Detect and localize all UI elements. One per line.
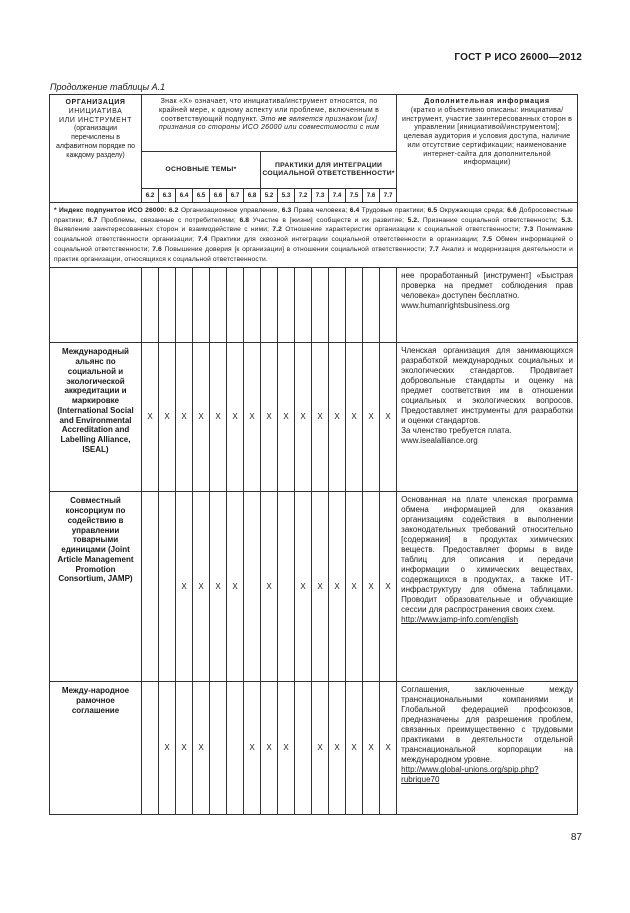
applicability-mark: X — [142, 343, 159, 492]
legend-text: Повышение доверия [к организации] в отношении социальной ответственности; — [164, 245, 427, 253]
additional-info — [397, 268, 578, 343]
legend-code: 7.6 — [152, 245, 162, 253]
legend-text: Признание социальной ответственности; — [422, 216, 558, 224]
legend-code: 6.6 — [507, 207, 517, 214]
applicability-mark — [159, 492, 176, 682]
header-core-themes: ОСНОВНЫЕ ТЕМЫ* — [142, 152, 261, 189]
applicability-mark: X — [278, 343, 295, 492]
document-code: ГОСТ Р ИСО 26000—2012 — [454, 52, 582, 63]
applicability-mark: X — [312, 492, 329, 682]
applicability-mark — [244, 268, 261, 343]
applicability-mark — [295, 268, 312, 343]
header-note-bold: не — [277, 115, 287, 123]
legend-text: Добросовестные практики; — [54, 207, 573, 224]
applicability-mark — [227, 682, 244, 815]
applicability-mark: X — [210, 343, 227, 492]
legend-code: 6.8 — [239, 216, 250, 224]
applicability-mark: X — [261, 492, 278, 682]
organization-name: Международный альянс по социальной и экологической аккредитации и маркировке (International Social and Environmental Accreditation and Labelling Alliance, ISEAL) — [50, 343, 142, 492]
header-add-title: Дополнительная информация — [424, 98, 550, 105]
info-paragraph: За членство требуется плата. — [401, 426, 512, 436]
legend-code: 7.7 — [429, 245, 439, 253]
table-row — [50, 492, 578, 682]
applicability-mark: X — [278, 682, 295, 815]
subclause-number: 7.3 — [312, 189, 329, 203]
legend-code: 7.3 — [523, 226, 534, 234]
legend-text: Выявление заинтересованных сторон и взаимодействие с ними; — [54, 226, 270, 234]
applicability-mark — [142, 268, 159, 343]
website-link[interactable]: http://www.global-unions.org/spip.php?rubrique70 — [401, 765, 539, 785]
applicability-mark: X — [312, 682, 329, 815]
applicability-mark: X — [329, 492, 346, 682]
info-paragraph: Основанная на плате членская программа обмена информацией для оказания организациям содействия в выполнении законодательных требований относительно [содержания] в продуктах химических веществ. Предоставляет формы в виде таблиц для описания и передачи информации о химических веществах, содержащихся в продуктах, а также ИТ-инфраструктуру для обмена таблицами. Проводит образовательные и обучающие сессии для распространения своих схем. — [401, 495, 573, 615]
legend-code: 6.3 — [281, 207, 292, 214]
legend-text: Организационное управление, — [180, 207, 280, 214]
legend-text: Окружающая среда; — [439, 207, 505, 214]
legend-code: 6.2 — [168, 207, 179, 214]
legend-text: Проблемы, связанные с потребителями; — [101, 216, 236, 224]
subclause-number: 7.6 — [363, 189, 380, 203]
applicability-mark — [346, 268, 363, 343]
applicability-mark: X — [380, 343, 397, 492]
subclause-number: 7.7 — [380, 189, 397, 203]
applicability-mark — [261, 268, 278, 343]
applicability-mark: X — [159, 343, 176, 492]
subclause-number: 5.3 — [278, 189, 295, 203]
info-paragraph: Соглашения, заключенные между транснациональными компаниями и Глобальной федерацией профсоюзов, предназначены для разрешения проблем, связанных преимущественно с трудовыми практиками в деятельности отдельной транснациональной корпорации на международном уровне. — [401, 685, 573, 765]
legend-text: Отношение характеристик организации к социальной ответственности; — [285, 226, 521, 234]
applicability-mark: X — [261, 682, 278, 815]
applicability-mark: X — [346, 343, 363, 492]
applicability-mark: X — [244, 682, 261, 815]
header-practices: ПРАКТИКИ ДЛЯ ИНТЕГРАЦИИ СОЦИАЛЬНОЙ ОТВЕТСТВЕННОСТИ* — [261, 152, 397, 189]
applicability-mark — [363, 268, 380, 343]
applicability-mark: X — [193, 492, 210, 682]
legend-code: 7.2 — [272, 226, 282, 234]
legend-text: Права человека; — [293, 207, 348, 214]
legend-code: 6.4 — [349, 207, 360, 214]
subclause-number: 7.2 — [295, 189, 312, 203]
subclause-number: 6.8 — [244, 189, 261, 203]
table-row — [50, 268, 578, 343]
header-org-title-2: ИНИЦИАТИВА — [68, 107, 123, 115]
info-paragraph: нее проработанный [инструмент] «Быстрая проверка на предмет соблюдения прав человека» доступен бесплатно. — [401, 271, 573, 301]
info-paragraph: Членская организация для занимающихся разработкой международных социальных и экологических стандартов. Продвигает добровольные стандарты и оценку на предмет соответствия им в отношении социальных и экологических вопросов. Предоставляет инструменты для разработки и оценки стандартов. — [401, 346, 573, 426]
applicability-mark: X — [193, 682, 210, 815]
applicability-mark: X — [380, 492, 397, 682]
applicability-mark: X — [329, 682, 346, 815]
legend-text: Обмен информацией о социальной ответственности; — [54, 236, 573, 253]
subclause-number: 6.5 — [193, 189, 210, 203]
header-org-title-3: ИЛИ ИНСТРУМЕНТ — [59, 116, 132, 124]
applicability-mark: X — [261, 343, 278, 492]
legend-code: 7.4 — [197, 236, 208, 244]
standards-table — [49, 94, 578, 815]
subclause-number: 5.2 — [261, 189, 278, 203]
applicability-mark: X — [193, 343, 210, 492]
applicability-mark: X — [295, 492, 312, 682]
subclause-number: 6.7 — [227, 189, 244, 203]
header-note-line1: Знак «Х» означает, что инициатива/инструмент относятся, по крайней мере, к одному аспекту или проблеме, включенным в соответствующий подпункт. — [158, 98, 380, 123]
applicability-mark — [142, 682, 159, 815]
legend — [50, 203, 578, 268]
legend-lead: * Индекс подпунктов ИСО 26000: — [54, 207, 167, 214]
applicability-mark: X — [176, 682, 193, 815]
applicability-mark: X — [227, 492, 244, 682]
page-number: 87 — [570, 832, 582, 843]
applicability-mark — [210, 268, 227, 343]
header-note-post: является признаком [их] признания со стороны ИСО 26000 или совместимости с ним — [158, 115, 380, 132]
subclause-number: 6.3 — [159, 189, 176, 203]
legend-code: 5.2. — [407, 216, 420, 224]
header-org-note: (организации перечислены в алфавитном порядке по каждому разделу) — [55, 125, 136, 159]
applicability-mark: X — [363, 682, 380, 815]
additional-info — [397, 343, 578, 492]
legend-code: 6.5 — [427, 207, 438, 214]
applicability-mark: X — [329, 343, 346, 492]
legend-code: 5.3. — [561, 216, 573, 224]
applicability-mark: X — [244, 343, 261, 492]
applicability-mark: X — [159, 682, 176, 815]
applicability-mark: X — [227, 343, 244, 492]
header-org-title: ОРГАНИЗАЦИЯ — [65, 99, 126, 106]
applicability-mark — [193, 268, 210, 343]
header-additional-info — [397, 95, 578, 203]
applicability-mark: X — [312, 343, 329, 492]
legend-code: 6.7 — [87, 216, 98, 224]
legend-text: Участие в [жизни] сообществ и их развитие; — [252, 216, 405, 224]
applicability-mark — [244, 492, 261, 682]
applicability-mark — [329, 268, 346, 343]
subclause-number: 7.5 — [346, 189, 363, 203]
website-link[interactable]: http://www.jamp-info.com/english — [401, 615, 519, 625]
additional-info — [397, 682, 578, 815]
legend-text: Трудовые практики; — [361, 207, 426, 214]
applicability-mark — [278, 268, 295, 343]
applicability-mark: X — [176, 343, 193, 492]
subclause-number: 7.4 — [329, 189, 346, 203]
subclause-number: 6.2 — [142, 189, 159, 203]
info-paragraph: www.isealalliance.org — [401, 436, 478, 446]
table-row — [50, 682, 578, 815]
additional-info — [397, 492, 578, 682]
legend-text: Практики для сквозной интеграции социальной ответственности в организации; — [211, 236, 479, 244]
table-row — [50, 343, 578, 492]
applicability-mark: X — [346, 682, 363, 815]
applicability-mark — [278, 492, 295, 682]
header-x-note — [142, 95, 397, 152]
info-paragraph: www.humanrightsbusiness.org — [401, 301, 510, 311]
subclause-number: 6.6 — [210, 189, 227, 203]
applicability-mark: X — [380, 682, 397, 815]
organization-name: Между-народное рамочное соглашение — [50, 682, 142, 815]
applicability-mark — [227, 268, 244, 343]
applicability-mark: X — [346, 492, 363, 682]
header-add-text: (кратко и объективно описаны: инициатива/инструмент, участие заинтересованных сторон в управлении [инициативой/инструментом]; целевая аудитория и условия доступа, наличие или отсутствие сертификации; наименование интернет-сайта для дополнительной информации) — [402, 106, 573, 167]
table-caption: Продолжение таблицы А.1 — [50, 82, 166, 92]
organization-name: Совместный консорциум по содействию в управлении товарными единицами (Joint Article Management Promotion Consortium, JAMP) — [50, 492, 142, 682]
applicability-mark: X — [363, 492, 380, 682]
applicability-mark — [210, 682, 227, 815]
applicability-mark: X — [363, 343, 380, 492]
subclause-number: 6.4 — [176, 189, 193, 203]
applicability-mark — [380, 268, 397, 343]
applicability-mark — [159, 268, 176, 343]
legend-text: Понимание социальной ответственности организации; — [54, 226, 573, 244]
organization-name — [50, 268, 142, 343]
applicability-mark: X — [210, 492, 227, 682]
applicability-mark — [312, 268, 329, 343]
applicability-mark — [295, 682, 312, 815]
applicability-mark: X — [176, 492, 193, 682]
applicability-mark — [142, 492, 159, 682]
header-note-pre: Это — [260, 115, 276, 123]
applicability-mark — [176, 268, 193, 343]
applicability-mark: X — [295, 343, 312, 492]
header-organization — [50, 95, 142, 203]
legend-text: Анализ и модернизация деятельности и практик организации, относящихся к социальной ответственности. — [54, 245, 573, 263]
legend-code: 7.5 — [482, 236, 493, 244]
